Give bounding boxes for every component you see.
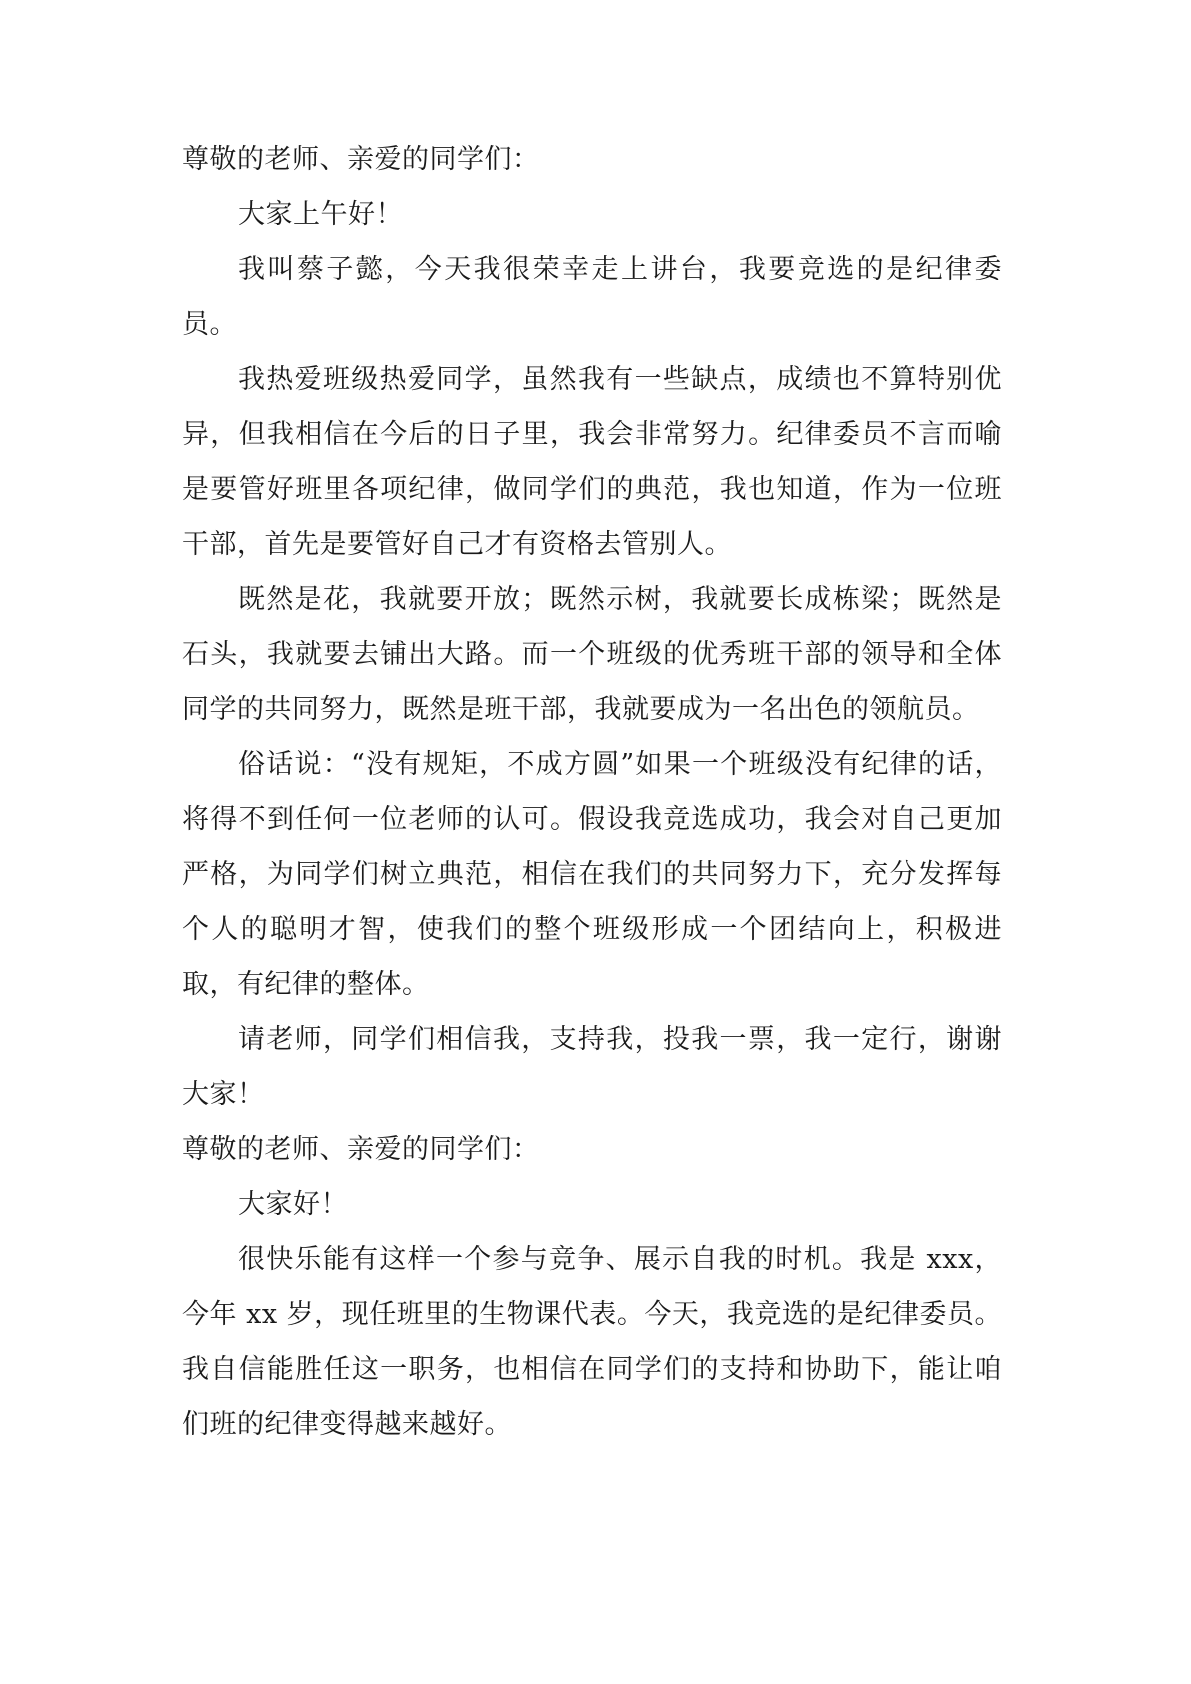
salutation: 尊敬的老师、亲爱的同学们： [182, 1134, 540, 1165]
salutation: 尊敬的老师、亲爱的同学们： [182, 144, 540, 175]
body-paragraph: 既然是花，我就要开放；既然示树，我就要长成栋梁；既然是石头，我就要去铺出大路。而一个班级的优秀班干部的领导和全体同学的共同努力，既然是班干部，我就要成为一名出色的领航员。 [182, 584, 1002, 725]
body-paragraph: 我叫蔡子懿，今天我很荣幸走上讲台，我要竞选的是纪律委员。 [182, 254, 1002, 340]
document-body [182, 132, 1002, 1452]
greeting: 大家上午好！ [238, 199, 403, 230]
body-paragraph: 很快乐能有这样一个参与竞争、展示自我的时机。我是 xxx，今年 xx 岁，现任班里的生物课代表。今天，我竞选的是纪律委员。我自信能胜任这一职务，也相信在同学们的支持和协助下，能让咱们班的纪律变得越来越好。 [182, 1244, 1002, 1440]
body-paragraph: 我热爱班级热爱同学，虽然我有一些缺点，成绩也不算特别优异，但我相信在今后的日子里，我会非常努力。纪律委员不言而喻是要管好班里各项纪律，做同学们的典范，我也知道，作为一位班干部，首先是要管好自己才有资格去管别人。 [182, 364, 1002, 560]
closing-paragraph: 请老师，同学们相信我，支持我，投我一票，我一定行，谢谢大家！ [182, 1024, 1002, 1110]
body-paragraph: 俗话说：“没有规矩，不成方圆”如果一个班级没有纪律的话，将得不到任何一位老师的认可。假设我竞选成功，我会对自己更加严格，为同学们树立典范，相信在我们的共同努力下，充分发挥每个人的聪明才智，使我们的整个班级形成一个团结向上，积极进取，有纪律的整体。 [182, 749, 1002, 1000]
greeting: 大家好！ [238, 1189, 348, 1220]
